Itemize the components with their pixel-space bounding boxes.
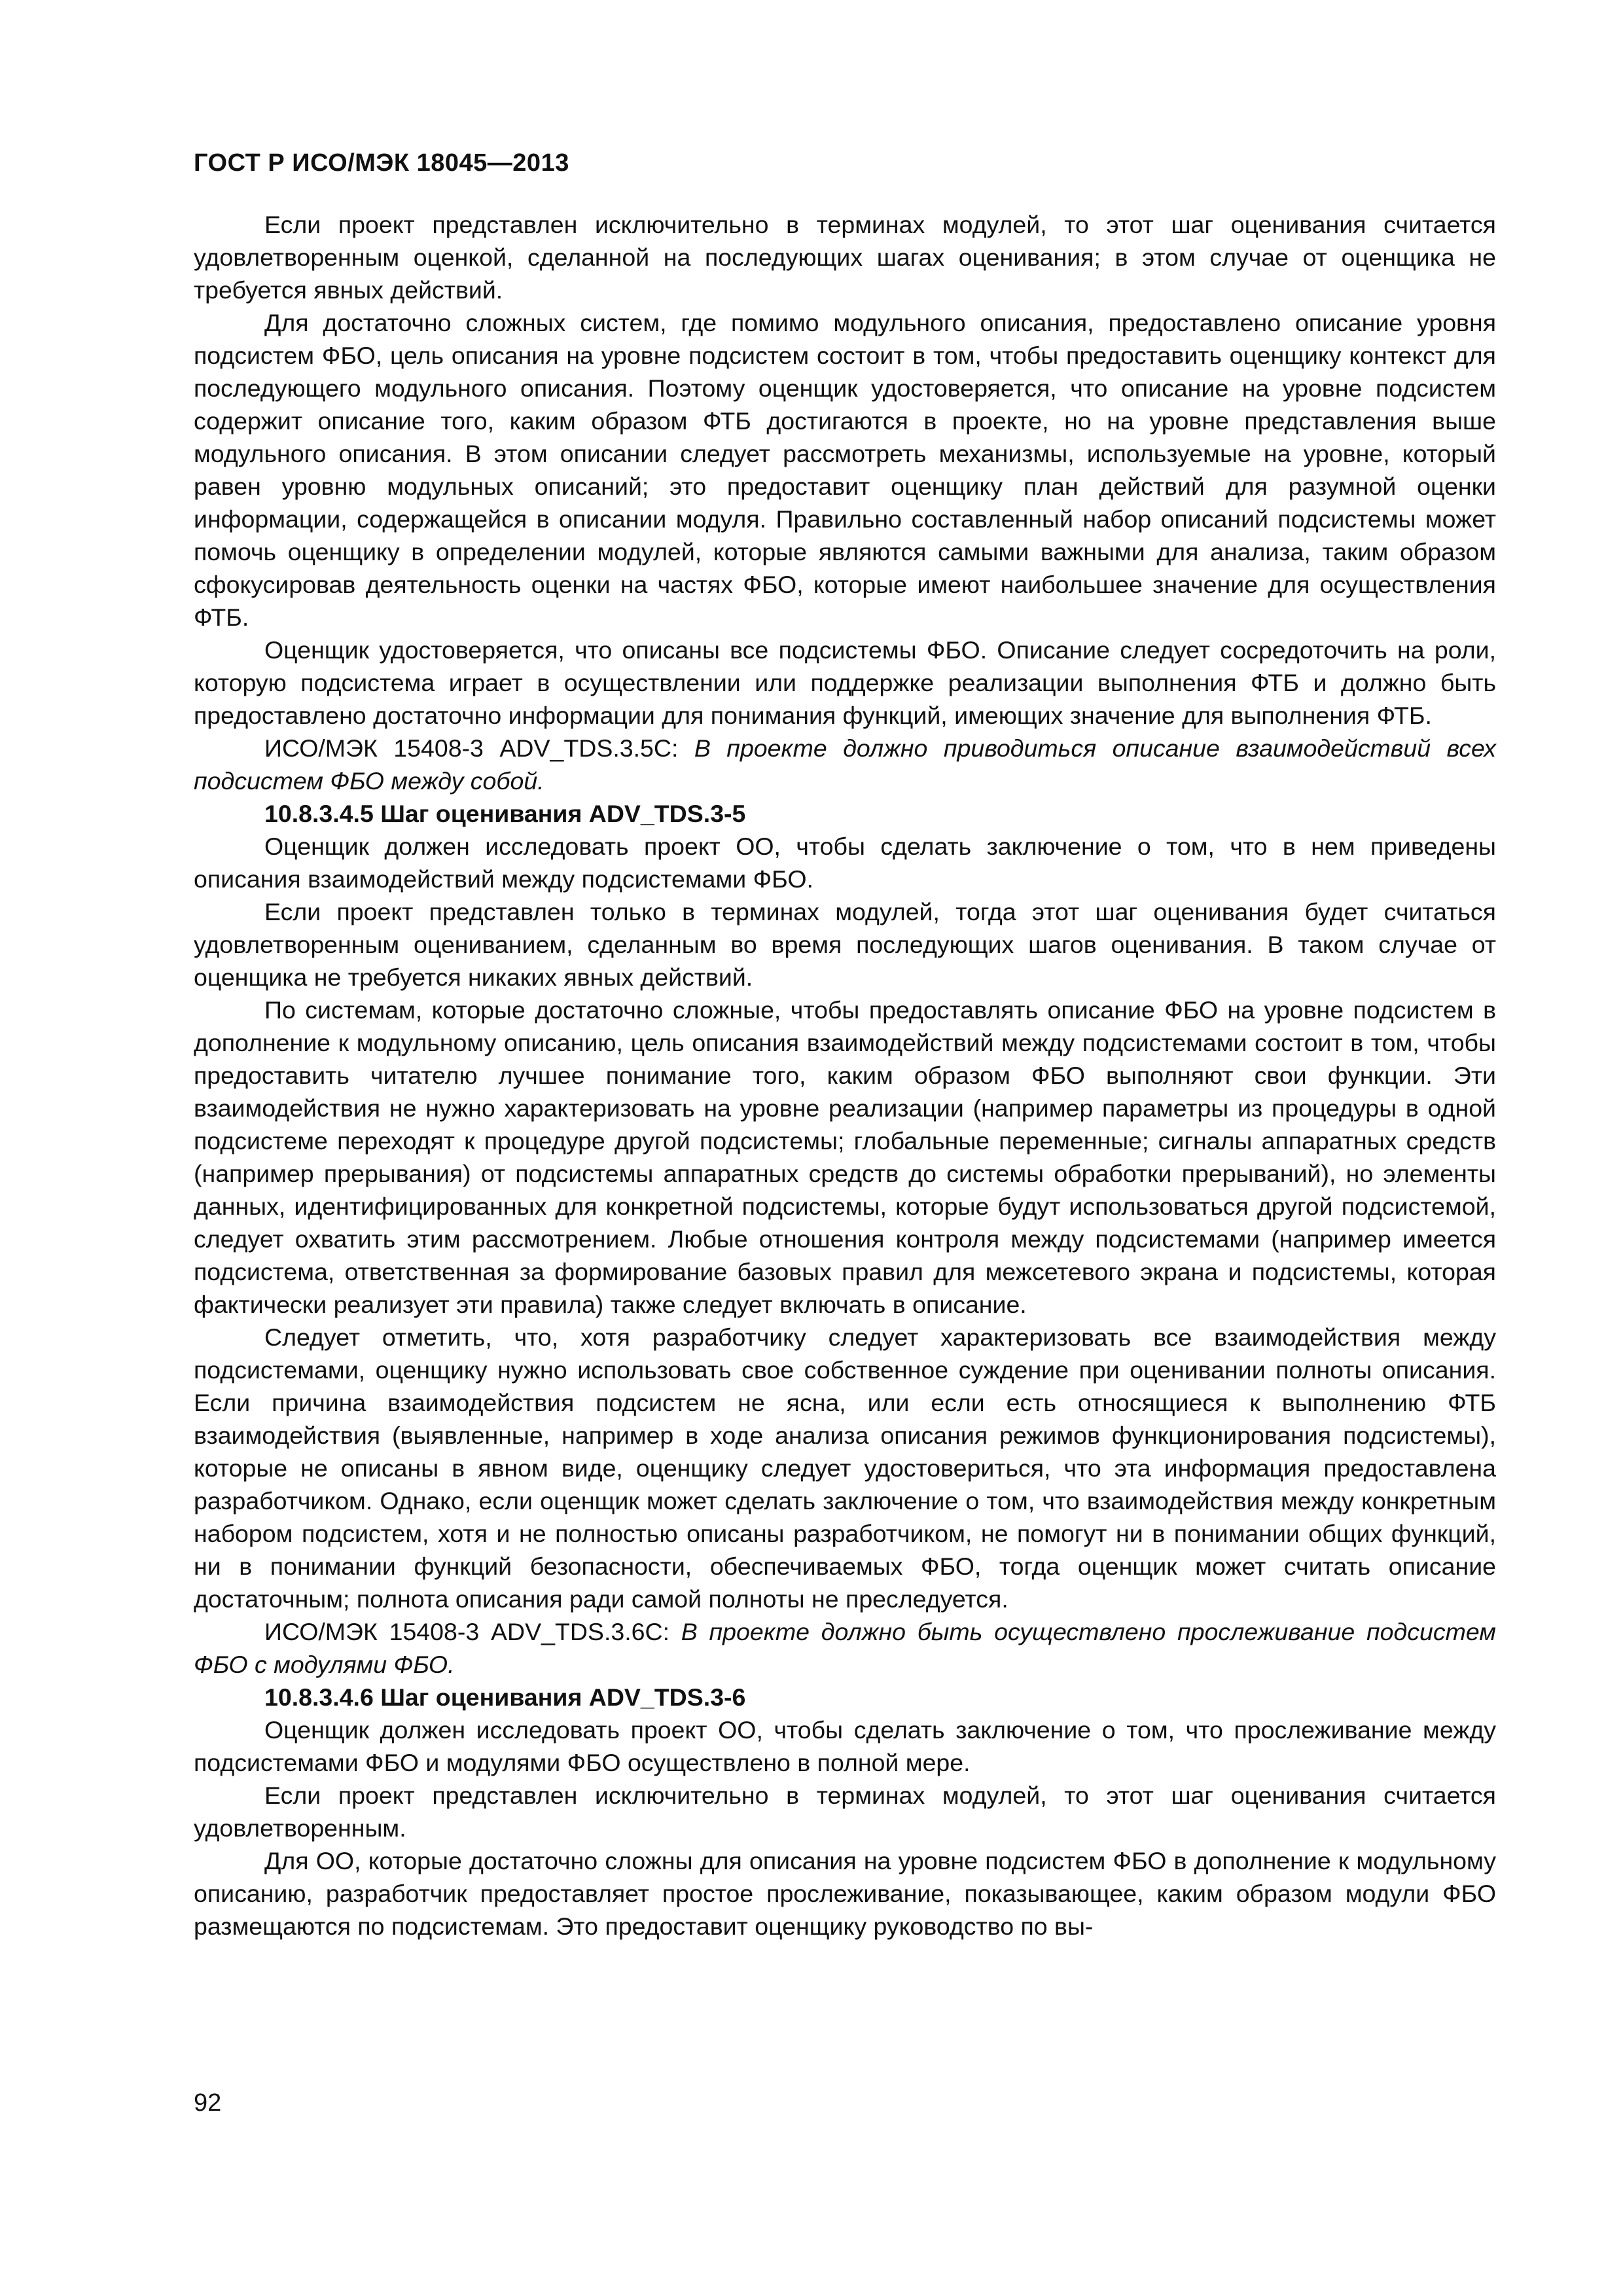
body-paragraph: Если проект представлен исключительно в терминах модулей, то этот шаг оценивания считается удовлетворенным. [194,1782,1496,1842]
document-header: ГОСТ Р ИСО/МЭК 18045—2013 [194,149,569,177]
document-body [194,208,1496,1943]
section-heading: 10.8.3.4.6 Шаг оценивания ADV_TDS.3-6 [264,1683,746,1711]
body-paragraph: Если проект представлен только в терминах модулей, тогда этот шаг оценивания будет считаться удовлетворенным оцениванием, сделанным во время последующих шагов оценивания. В таком случае от оценщика не требуется никаких явных действий. [194,898,1496,991]
requirement-paragraph [194,732,1496,797]
body-paragraph: Для достаточно сложных систем, где помимо модульного описания, предоставлено описание уровня подсистем ФБО, цель описания на уровне подсистем состоит в том, чтобы предоставить оценщику контекст для последующего модульного описания. Поэтому оценщик удостоверяется, что описание на уровне подсистем содержит описание того, каким образом ФТБ достигаются в проекте, но на уровне представления выше модульного описания. В этом описании следует рассмотреть механизмы, используемые на уровне, который равен уровню модульных описаний; это предоставит оценщику план действий для разумной оценки информации, содержащейся в описании модуля. Правильно составленный набор описаний подсистемы может помочь оценщику в определении модулей, которые являются самыми важными для анализа, таким образом сфокусировав деятельность оценки на частях ФБО, которые имеют наибольшее значение для осуществления ФТБ. [194,309,1496,631]
page-number: 92 [194,2089,222,2117]
body-paragraph: Для ОО, которые достаточно сложны для описания на уровне подсистем ФБО в дополнение к модульному описанию, разработчик предоставляет простое прослеживание, показывающее, каким образом модули ФБО размещаются по подсистемам. Это предоставит оценщику руководство по вы- [194,1847,1496,1940]
requirement-reference: ИСО/МЭК 15408-3 ADV_TDS.3.5C: [264,734,694,762]
body-paragraph: Оценщик удостоверяется, что описаны все подсистемы ФБО. Описание следует сосредоточить на роли, которую подсистема играет в осуществлении или поддержке реализации выполнения ФТБ и должно быть предоставлено достаточно информации для понимания функций, имеющих значение для выполнения ФТБ. [194,636,1496,729]
body-paragraph: По системам, которые достаточно сложные, чтобы предоставлять описание ФБО на уровне подсистем в дополнение к модульному описанию, цель описания взаимодействий между подсистемами состоит в том, чтобы предоставить читателю лучшее понимание того, каким образом ФБО выполняют свои функции. Эти взаимодействия не нужно характеризовать на уровне реализации (например параметры из процедуры в одной подсистеме переходят к процедуре другой подсистемы; глобальные переменные; сигналы аппаратных средств (например прерывания) от подсистемы аппаратных средств до системы обработки прерываний), но элементы данных, идентифицированных для конкретной подсистемы, которые будут использоваться другой подсистемой, следует охватить этим рассмотрением. Любые отношения контроля между подсистемами (например имеется подсистема, ответственная за формирование базовых правил для межсетевого экрана и подсистемы, которая фактически реализует эти правила) также следует включать в описание. [194,996,1496,1318]
requirement-paragraph [194,1615,1496,1681]
body-paragraph: Оценщик должен исследовать проект ОО, чтобы сделать заключение о том, что прослеживание между подсистемами ФБО и модулями ФБО осуществлено в полной мере. [194,1716,1496,1776]
requirement-text: В проекте должно приводиться описание взаимодействий всех подсистем ФБО между собой. [194,734,1496,795]
body-paragraph: Следует отметить, что, хотя разработчику следует характеризовать все взаимодействия между подсистемами, оценщику нужно использовать свое собственное суждение при оценивании полноты описания. Если причина взаимодействия подсистем не ясна, или если есть относящиеся к выполнению ФТБ взаимодействия (выявленные, например в ходе анализа описания режимов функционирования подсистемы), которые не описаны в явном виде, оценщику следует удостовериться, что эта информация предоставлена разработчиком. Однако, если оценщик может сделать заключение о том, что взаимодействия между конкретным набором подсистем, хотя и не полностью описаны разработчиком, не помогут ни в понимании общих функций, ни в понимании функций безопасности, обеспечиваемых ФБО, тогда оценщик может считать описание достаточным; полнота описания ради самой полноты не преследуется. [194,1323,1496,1613]
section-heading: 10.8.3.4.5 Шаг оценивания ADV_TDS.3-5 [264,800,746,827]
requirement-reference: ИСО/МЭК 15408-3 ADV_TDS.3.6C: [264,1618,681,1645]
body-paragraph: Если проект представлен исключительно в терминах модулей, то этот шаг оценивания считается удовлетворенным оценкой, сделанной на последующих шагах оценивания; в этом случае от оценщика не требуется явных действий. [194,211,1496,304]
body-paragraph: Оценщик должен исследовать проект ОО, чтобы сделать заключение о том, что в нем приведены описания взаимодействий между подсистемами ФБО. [194,833,1496,893]
requirement-text: В проекте должно быть осуществлено прослеживание подсистем ФБО с модулями ФБО. [194,1618,1496,1678]
